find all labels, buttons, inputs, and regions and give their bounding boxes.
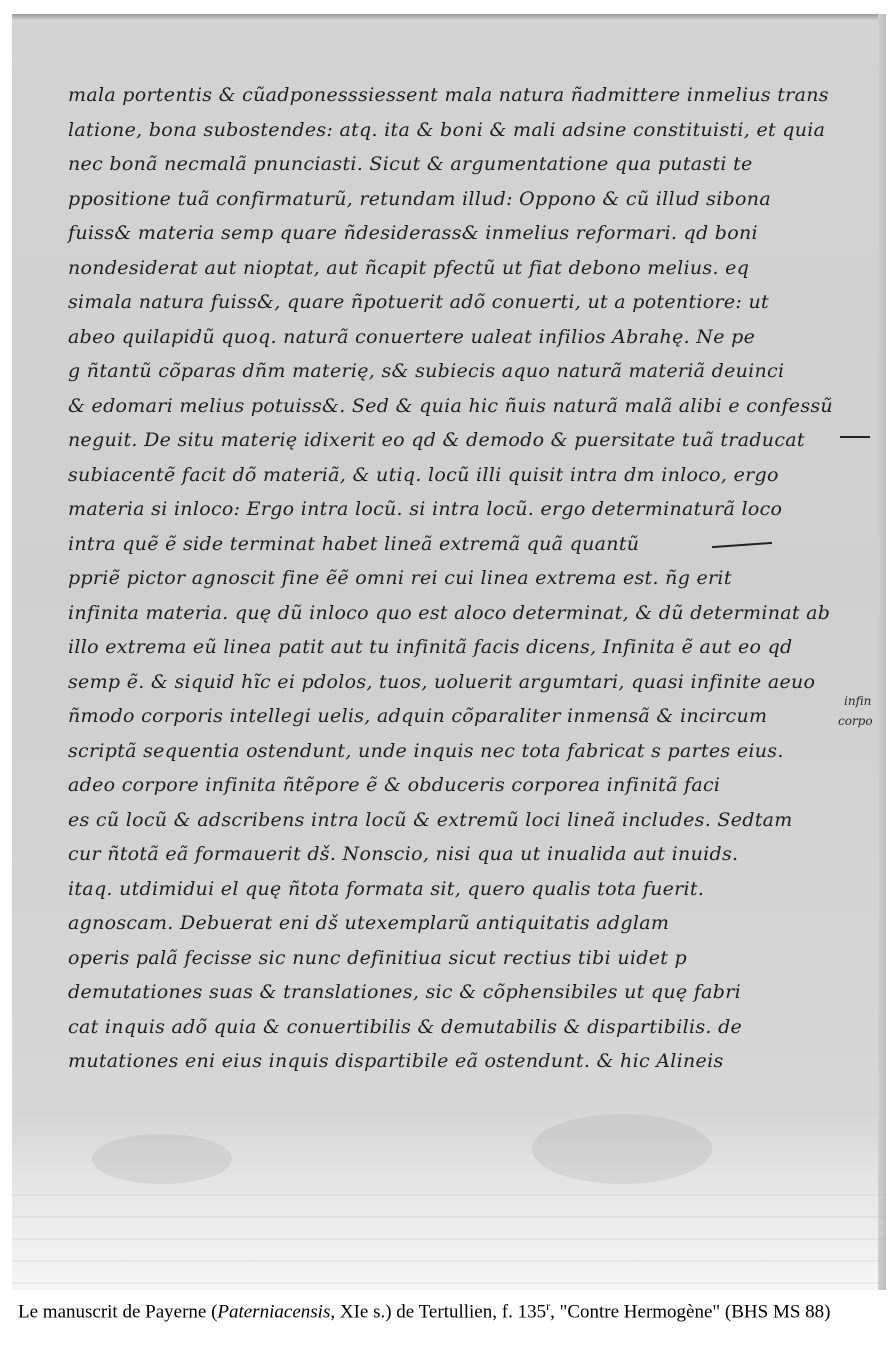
paper-stain [92,1134,232,1184]
manuscript-line: ppriẽ pictor agnoscit fine ẽẽ omni rei cui linea extrema est. ñg erit [68,567,732,589]
manuscript-line: mala portentis & cũadponesssiessent mala natura ñadmittere inmelius trans [68,84,829,106]
caption-text: , XIe s.) de Tertullien, f. 135 [330,1301,547,1323]
manuscript-line: semp ẽ. & siquid hĩc ei pdolos, tuos, uoluerit argumtari, quasi infinite aeuo [68,670,816,693]
manuscript-line: materia si inloco: Ergo intra locũ. si intra locũ. ergo determinaturã loco [68,498,783,520]
figure-caption [18,1294,882,1324]
manuscript-line: es cũ locũ & adscribens intra locũ & extremũ loci lineã includes. Sedtam [68,808,793,831]
margin-note: corpo [838,714,873,728]
manuscript-line: cur ñtotã eã formauerit dš. Nonscio, nisi qua ut inualida aut inuids. [68,843,739,865]
manuscript-line: agnoscam. Debuerat eni dš utexemplarũ antiquitatis adglam [68,912,670,934]
manuscript-line: operis palã fecisse sic nunc definitiua sicut rectius tibi uidet p [68,946,687,969]
manuscript-line: subiacentẽ facit dõ materiã, & utiq. locũ illi quisit intra dm inloco, ergo [68,463,779,486]
manuscript-line: cat inquis adõ quia & conuertibilis & demutabilis & dispartibilis. de [68,1015,743,1038]
manuscript-photo [12,14,886,1290]
manuscript-line: simala natura fuiss&, quare ñpotuerit adõ conuerti, ut a potentiore: ut [68,291,769,313]
manuscript-line: adeo corpore infinita ñtẽpore ẽ & obduceris corporea infinitã faci [68,774,721,796]
manuscript-line: intra quẽ ẽ side terminat habet lineã extremã quã quantũ [68,532,640,555]
manuscript-line: fuiss& materia semp quare ñdesiderass& inmelius reformari. qd boni [68,222,758,244]
manuscript-line: mutationes eni eius inquis dispartibile eã ostendunt. & hic Alineis [68,1050,724,1072]
show-through-text [12,1194,886,1290]
manuscript-line: scriptã sequentia ostendunt, unde inquis nec tota fabricat s partes eius. [68,739,784,762]
caption-text: Le manuscrit de Payerne ( [18,1301,218,1323]
manuscript-line: g ñtantũ cõparas dñm materię, s& subiecis aquo naturã materiã deuinci [68,360,785,382]
photo-top-edge [12,14,886,20]
manuscript-line: demutationes suas & translationes, sic & cõphensibiles ut quę fabri [68,981,741,1003]
caption-italic: Paterniacensis [217,1301,331,1323]
margin-dash [840,436,870,438]
manuscript-line: infinita materia. quę dũ inloco quo est aloco determinat, & dũ determinat ab [68,601,831,624]
manuscript-line: ñmodo corporis intellegi uelis, adquin cõparaliter inmensã & incircum [68,705,768,727]
photo-right-edge [878,14,886,1290]
manuscript-line: & edomari melius potuiss&. Sed & quia hic ñuis naturã malã alibi e confessũ [68,394,833,417]
margin-note: infin [844,694,872,708]
manuscript-line: abeo quilapidũ quoq. naturã conuertere ualeat infilios Abrahę. Ne pe [68,325,756,348]
caption-text: , "Contre Hermogène" (BHS MS 88) [550,1301,831,1323]
paper-stain [532,1114,712,1184]
manuscript-line: illo extrema eũ linea patit aut tu infinitã facis dicens, Infinita ẽ aut eo qd [68,636,793,658]
manuscript-line: ppositione tuã confirmaturũ, retundam illud: Oppono & cũ illud sibona [68,187,771,210]
caption-superscript: r [546,1299,551,1313]
manuscript-line: nondesiderat aut nioptat, aut ñcapit pfectũ ut fiat debono melius. eq [68,256,750,279]
manuscript-line: latione, bona subostendes: atq. ita & boni & mali adsine constituisti, et quia [68,118,826,141]
manuscript-line: nec bonã necmalã pnunciasti. Sicut & argumentatione qua putasti te [68,153,753,175]
margin-mark [712,542,772,548]
manuscript-line: itaq. utdimidui el quę ñtota formata sit, quero qualis tota fuerit. [68,877,705,900]
manuscript-line: neguit. De situ materię idixerit eo qd & demodo & puersitate tuã traducat [68,429,805,451]
